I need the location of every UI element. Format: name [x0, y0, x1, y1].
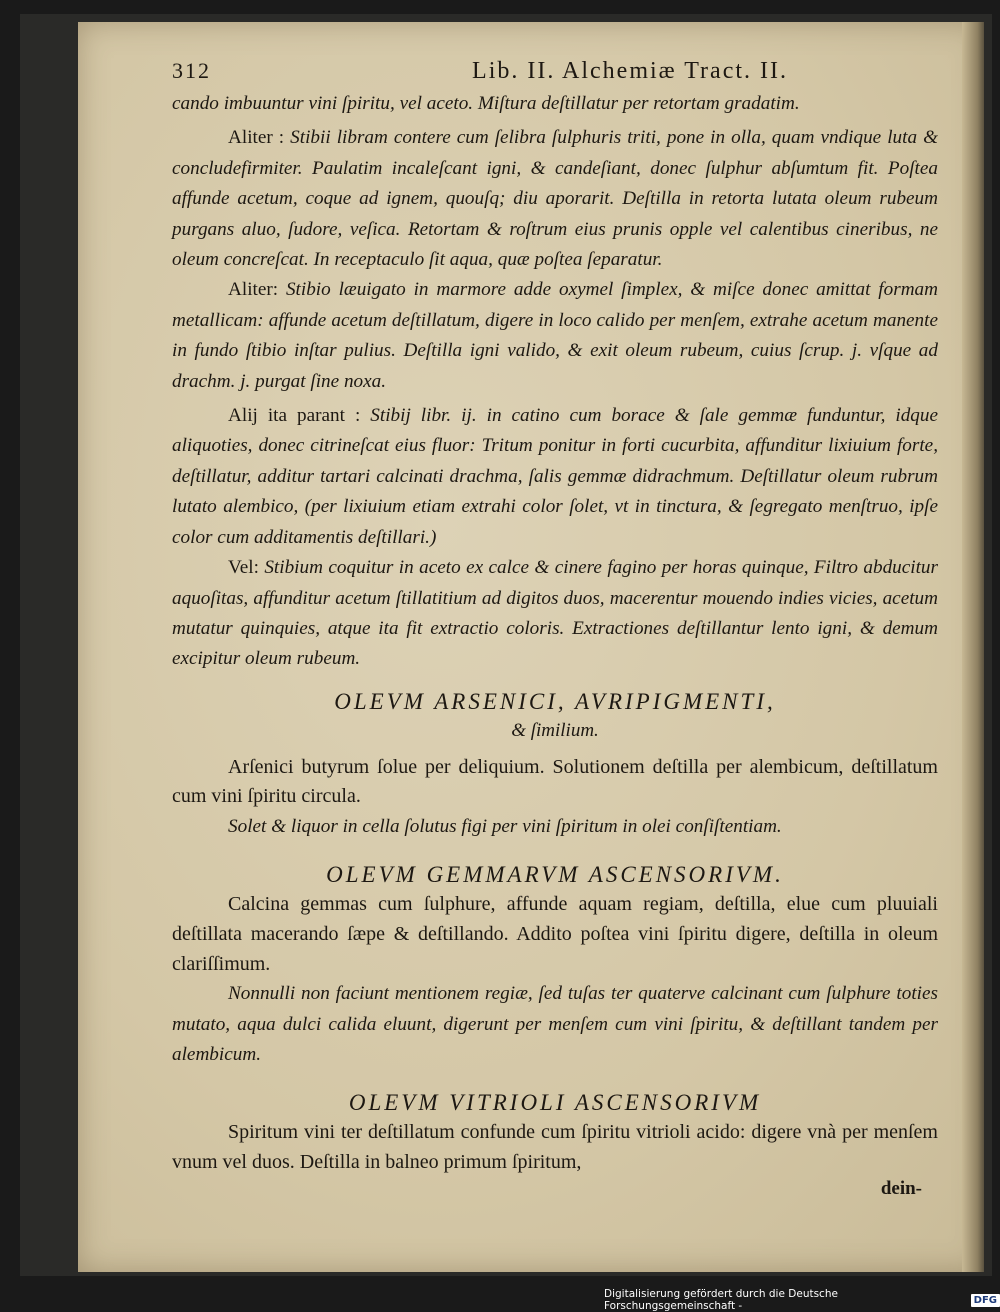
arsenic-body: Arſenici butyrum ſolue per deliquium. Solutionem deſtilla per alembicum, deſtillatum cum vini ſpiritu circula. — [172, 755, 938, 808]
section-subheading-arsenic: & ſimilium. — [511, 719, 599, 741]
section-heading-vitrioli: OLEVM VITRIOLI ASCENSORIVM — [348, 1090, 762, 1116]
paragraph-aliter-1 — [172, 123, 938, 275]
dfg-logo-icon: DFG — [971, 1294, 1000, 1307]
page-gutter-edge — [962, 22, 984, 1272]
paragraph-lead: Vel: — [228, 557, 259, 579]
digitization-footer — [604, 1288, 1000, 1312]
running-head — [172, 58, 938, 85]
gemmarum-note: Nonnulli non faciunt mentionem regiæ, ſed tuſas ter quaterve calcinant cum ſulphure toties mutato, aqua dulci calida eluunt, digerunt per menſem cum vini ſpiritu, & deſtillant tandem per alembicum. — [172, 983, 938, 1065]
footer-credit: Digitalisierung gefördert durch die Deutsche Forschungsgemeinschaft - — [604, 1288, 838, 1312]
paragraph-body: Stibio læuigato in marmore adde oxymel ſimplex, & miſce donec amittat formam metallicam: affunde acetum deſtillatum, digere in loco calido per menſem, extrahe acetum manente in fundo ſtibio inſtar pulius. Deſtilla igni valido, & exit oleum rubeum, cuius ſcrup. j. vſque ad drachm. j. purgat ſine noxa. — [172, 279, 939, 392]
catchword: dein- — [880, 1177, 922, 1199]
page-text — [172, 58, 938, 1200]
paragraph-body: Stibium coquitur in aceto ex calce & cinere fagino per horas quinque, Filtro abducitur aquoſitas, affunditur acetum ſtillatitium ad digitos duos, macerentur mouendo indies vicies, acetum mutatur quinquies, atque ita fit extractio coloris. Extractiones deſtillantur lento igni, & demum excipitur oleum rubeum. — [172, 557, 938, 670]
paragraph-alij — [172, 401, 938, 553]
paragraph-lead: Aliter: — [228, 279, 279, 301]
page-number: 312 — [172, 58, 211, 83]
paragraph-vel — [172, 553, 938, 675]
vitrioli-body: Spiritum vini ter deſtillatum confunde cum ſpiritu vitrioli acido: digere vnà per menſem vnum vel duos. Deſtilla in balneo primum ſpiritum, — [172, 1121, 938, 1173]
arsenic-note: Solet & liquor in cella ſolutus figi per vini ſpiritum in olei conſiſtentiam. — [228, 815, 782, 837]
paragraph-body: Stibii libram contere cum ſelibra ſulphuris triti, pone in olla, quam vndique luta & concludefirmiter. Paulatim incaleſcant igni, & candeſiant, donec ſulphur abſumtum fit. Poſtea affunde acetum, coque ad ignem, quouſq; diu aporarit. Deſtilla in retorta lutata oleum rubeum purgans aluo, ſudore, veſica. Retortam & roſtrum eius prunis opple vel calentibus cineribus, ne oleum concreſcat. In receptaculo ſit aqua, quæ poſtea ſeparatur. — [172, 127, 939, 271]
running-title: Lib. II. Alchemiæ Tract. II. — [472, 58, 788, 84]
paragraph-lead: Alij ita parant : — [228, 405, 361, 427]
gemmarum-body: Calcina gemmas cum ſulphure, affunde aquam regiam, deſtilla, elue cum pluuiali deſtillata macerando ſæpe & deſtillando. Addito poſtea vini ſpiritu digere, deſtilla in oleum clariſſimum. — [172, 893, 938, 975]
paragraph-aliter-2 — [172, 275, 938, 397]
section-heading-gemmarum: OLEVM GEMMARVM ASCENSORIVM. — [326, 862, 784, 888]
paragraph-body: Stibij libr. ij. in catino cum borace & ſale gemmæ funduntur, idque aliquoties, donec citrineſcat eius fluor: Tritum ponitur in forti cucurbita, affunditur lixiuium forte, deſtillatur, additur tartari calcinati drachma, ſalis gemmæ didrachmum. Deſtillatur oleum rubrum lutato alembico, (per lixiuium etiam extrahi color ſolet, vt in tinctura, & ſegregato menſtruo, ipſe color cum additamentis deſtillari.) — [172, 405, 938, 548]
paragraph-lead: Aliter : — [228, 127, 285, 149]
section-heading-arsenic: OLEVM ARSENICI, AVRIPIGMENTI, — [334, 688, 776, 714]
paragraph-continuation: cando imbuuntur vini ſpiritu, vel aceto. Miſtura deſtillatur per retortam gradatim. — [172, 93, 800, 114]
